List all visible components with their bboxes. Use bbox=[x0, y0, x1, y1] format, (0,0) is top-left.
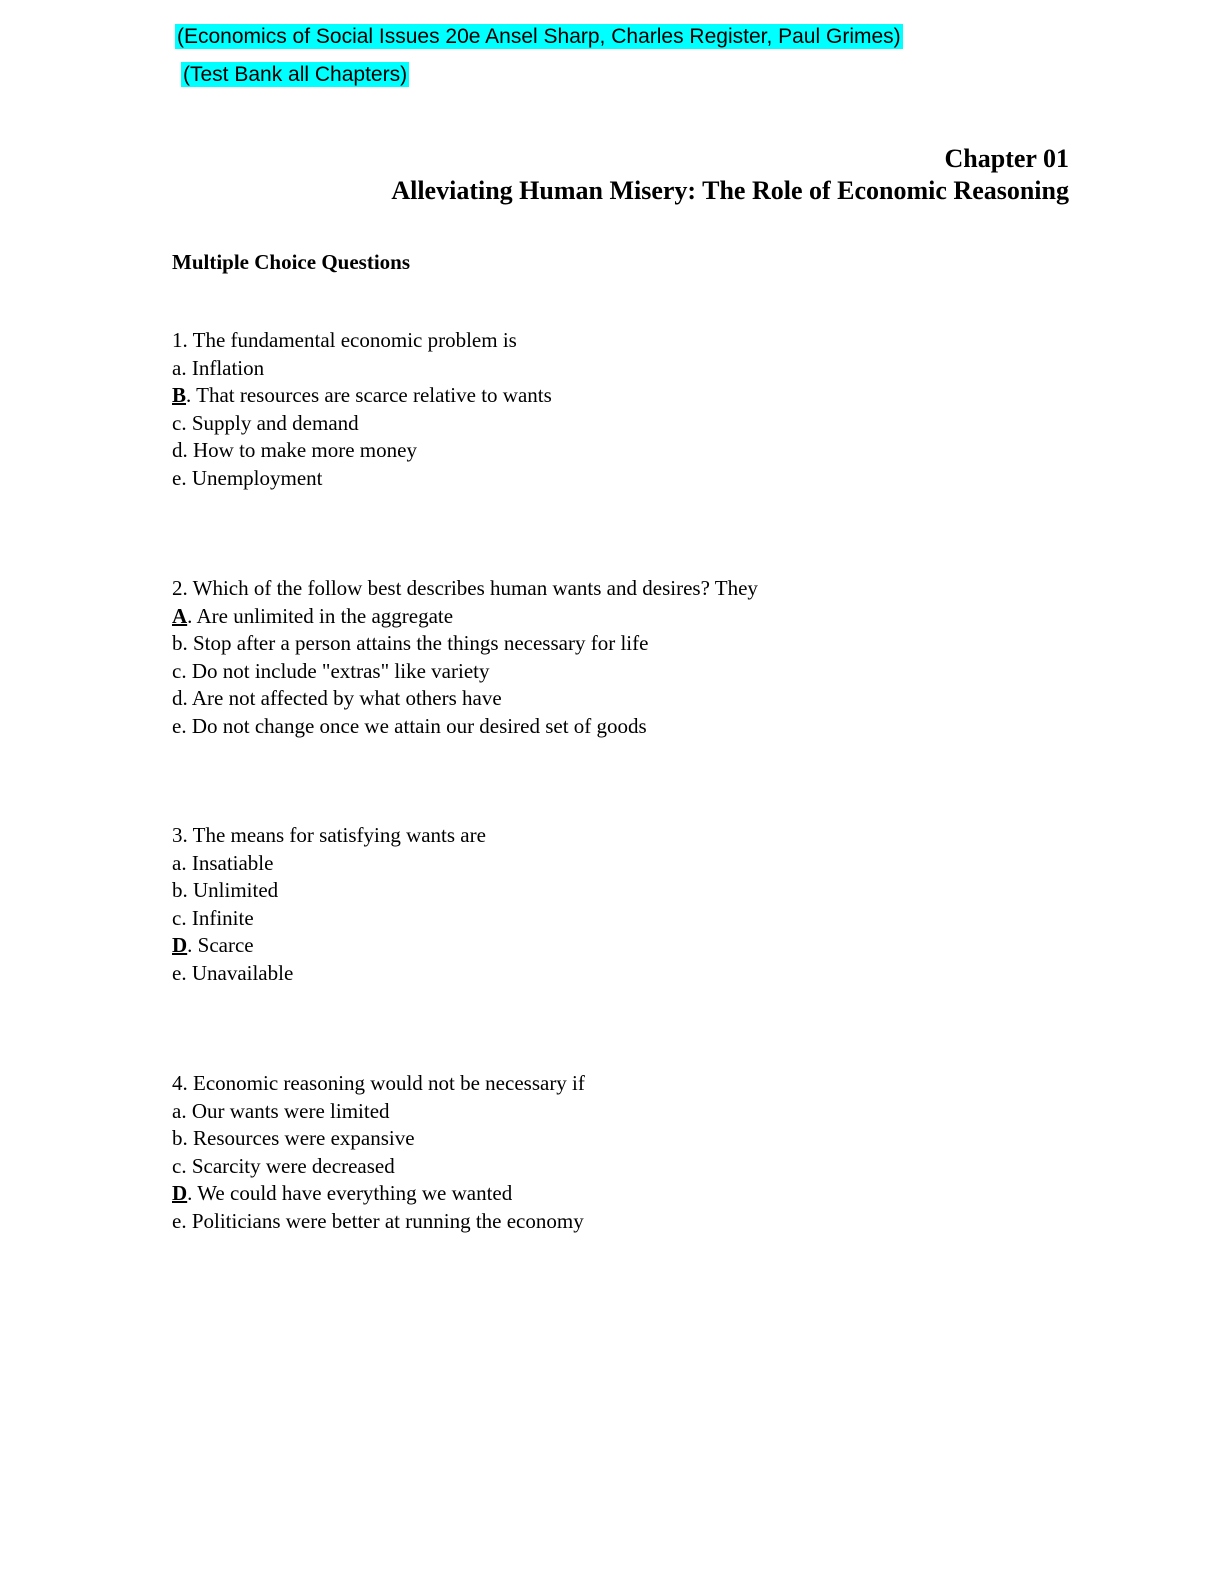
option-letter: e bbox=[172, 713, 182, 738]
question-stem: 1. The fundamental economic problem is bbox=[172, 328, 517, 352]
answer-option bbox=[172, 437, 552, 465]
option-letter: b bbox=[172, 631, 183, 655]
option-text: . Do not include "extras" like variety bbox=[181, 658, 490, 683]
option-text: . Are not affected by what others have bbox=[182, 686, 502, 710]
section-heading: Multiple Choice Questions bbox=[172, 250, 411, 274]
chapter-title: Alleviating Human Misery: The Role of Economic Reasoning bbox=[391, 176, 1069, 205]
option-letter: e bbox=[172, 465, 182, 490]
answer-option bbox=[172, 1208, 585, 1236]
option-text: . Inflation bbox=[181, 355, 265, 380]
answer-option bbox=[172, 1125, 585, 1153]
option-text: . Do not change once we attain our desired set of goods bbox=[181, 713, 647, 738]
option-text: . Stop after a person attains the things necessary for life bbox=[182, 631, 649, 655]
option-letter: c bbox=[172, 658, 182, 683]
answer-option-correct bbox=[172, 932, 486, 960]
option-letter: d bbox=[172, 438, 183, 462]
chapter-heading bbox=[391, 143, 1069, 207]
answer-option bbox=[172, 960, 486, 988]
option-text: . Unemployment bbox=[181, 465, 323, 490]
option-text: . Unlimited bbox=[182, 878, 279, 902]
answer-option bbox=[172, 410, 552, 438]
correct-option-letter: B bbox=[172, 383, 187, 407]
option-letter: b bbox=[172, 1126, 183, 1150]
option-text: . That resources are scarce relative to wants bbox=[186, 383, 552, 407]
option-text: . Are unlimited in the aggregate bbox=[187, 603, 454, 628]
option-text: . Scarcity were decreased bbox=[181, 1153, 395, 1178]
option-text: . We could have everything we wanted bbox=[187, 1181, 513, 1205]
option-text: . Scarce bbox=[187, 933, 254, 957]
option-letter: a bbox=[172, 850, 182, 875]
option-text: . Infinite bbox=[181, 905, 254, 930]
option-letter: e bbox=[172, 1208, 182, 1233]
test-bank-banner: (Test Bank all Chapters) bbox=[183, 63, 408, 86]
option-text: . Our wants were limited bbox=[181, 1098, 390, 1123]
answer-option bbox=[172, 905, 486, 933]
option-text: . Supply and demand bbox=[181, 410, 359, 435]
question-1 bbox=[172, 327, 552, 492]
answer-option bbox=[172, 630, 758, 658]
option-letter: c bbox=[172, 410, 182, 435]
option-letter: d bbox=[172, 686, 183, 710]
answer-option bbox=[172, 658, 758, 686]
option-letter: c bbox=[172, 905, 182, 930]
answer-option bbox=[172, 850, 486, 878]
answer-option-correct bbox=[172, 603, 758, 631]
answer-option bbox=[172, 713, 758, 741]
option-letter: e bbox=[172, 960, 182, 985]
answer-option bbox=[172, 877, 486, 905]
question-4 bbox=[172, 1070, 585, 1235]
option-letter: b bbox=[172, 878, 183, 902]
question-3 bbox=[172, 822, 486, 987]
question-stem: 4. Economic reasoning would not be necessary if bbox=[172, 1071, 585, 1095]
question-2 bbox=[172, 575, 758, 740]
answer-option-correct bbox=[172, 382, 552, 410]
question-stem: 2. Which of the follow best describes human wants and desires? They bbox=[172, 576, 758, 600]
option-text: . How to make more money bbox=[182, 438, 417, 462]
option-text: . Insatiable bbox=[181, 850, 274, 875]
answer-option bbox=[172, 1098, 585, 1126]
option-text: . Unavailable bbox=[181, 960, 294, 985]
chapter-number: Chapter 01 bbox=[944, 144, 1069, 173]
answer-option bbox=[172, 355, 552, 383]
answer-option-correct bbox=[172, 1180, 585, 1208]
document-source-banner: (Economics of Social Issues 20e Ansel Sharp, Charles Register, Paul Grimes) bbox=[177, 25, 901, 48]
option-text: . Resources were expansive bbox=[182, 1126, 415, 1150]
option-letter: c bbox=[172, 1153, 182, 1178]
option-letter: a bbox=[172, 1098, 182, 1123]
correct-option-letter: D bbox=[172, 933, 188, 957]
option-text: . Politicians were better at running the economy bbox=[181, 1208, 584, 1233]
correct-option-letter: A bbox=[172, 603, 188, 628]
answer-option bbox=[172, 1153, 585, 1181]
question-stem: 3. The means for satisfying wants are bbox=[172, 823, 486, 847]
answer-option bbox=[172, 465, 552, 493]
answer-option bbox=[172, 685, 758, 713]
option-letter: a bbox=[172, 355, 182, 380]
correct-option-letter: D bbox=[172, 1181, 188, 1205]
